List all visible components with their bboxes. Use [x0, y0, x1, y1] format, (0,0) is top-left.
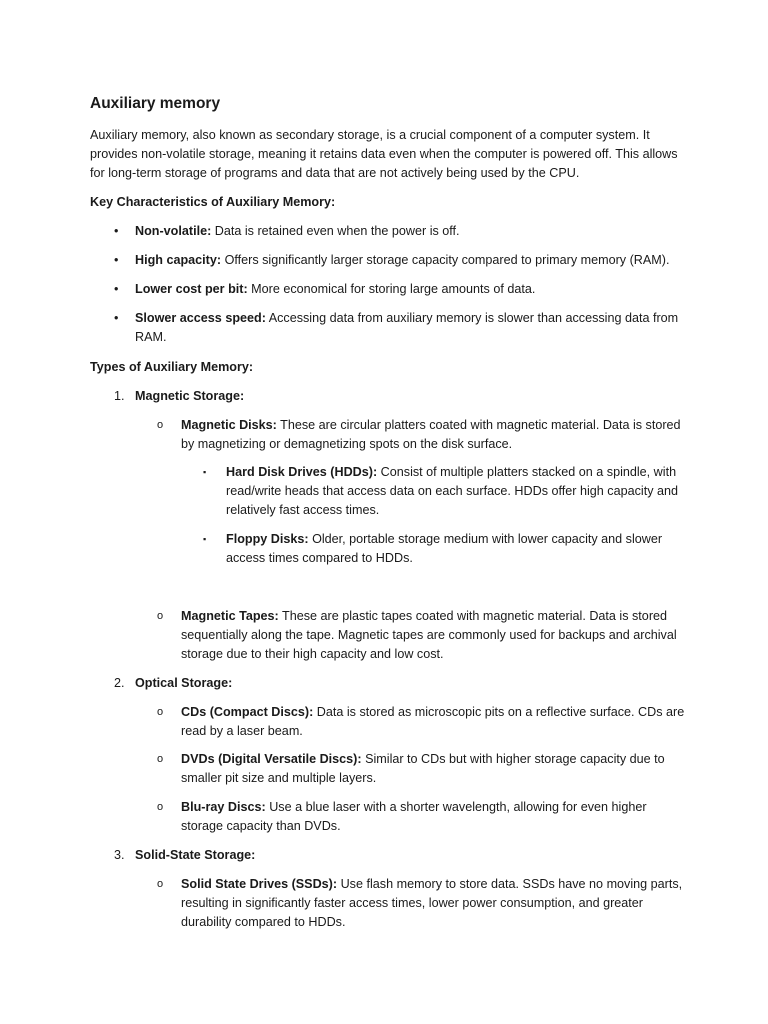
- key-characteristics-heading: Key Characteristics of Auxiliary Memory:: [90, 195, 336, 209]
- type-label: Magnetic Storage:: [135, 389, 245, 403]
- characteristic-desc: More economical for storing large amounts of data.: [247, 282, 536, 296]
- bullet-icon: •: [114, 253, 119, 267]
- circle-bullet-icon: o: [157, 419, 164, 431]
- characteristic-term: Lower cost per bit:: [135, 282, 248, 296]
- subsubtype-term: Floppy Disks:: [226, 532, 309, 546]
- types-heading: Types of Auxiliary Memory:: [90, 360, 254, 374]
- subtype-term: DVDs (Digital Versatile Discs):: [181, 752, 362, 766]
- list-number: 1.: [114, 389, 125, 403]
- subsubtype-desc: Older, portable storage medium with lower capacity and slower access times compared to HDDs.: [226, 532, 663, 565]
- characteristic-term: Non-volatile:: [135, 224, 212, 238]
- type-label: Solid-State Storage:: [135, 848, 256, 862]
- circle-bullet-icon: o: [157, 610, 164, 622]
- square-bullet-icon: ▪: [203, 467, 207, 477]
- subsubtype-desc: Consist of multiple platters stacked on a spindle, with read/write heads that access data on each surface. HDDs offer high capacity and relatively fast access times.: [226, 465, 678, 517]
- bullet-icon: •: [114, 311, 119, 325]
- circle-bullet-icon: o: [157, 878, 164, 890]
- subtype-desc: Use flash memory to store data. SSDs have no moving parts, resulting in significantly faster access times, lower power consumption, and greater durability compared to HDDs.: [181, 877, 683, 929]
- subtype-term: Magnetic Tapes:: [181, 609, 279, 623]
- subtype-desc: Use a blue laser with a shorter wavelength, allowing for even higher storage capacity than DVDs.: [181, 800, 647, 833]
- bullet-icon: •: [114, 224, 119, 238]
- document-title: Auxiliary memory: [90, 95, 221, 112]
- subtype-desc: Similar to CDs but with higher storage capacity due to smaller pit size and multiple layers.: [181, 752, 665, 785]
- subtype-term: Solid State Drives (SSDs):: [181, 877, 338, 891]
- characteristic-desc: Offers significantly larger storage capacity compared to primary memory (RAM).: [221, 253, 670, 267]
- bullet-icon: •: [114, 282, 119, 296]
- list-number: 3.: [114, 848, 125, 862]
- circle-bullet-icon: o: [157, 801, 164, 813]
- subtype-desc: These are plastic tapes coated with magnetic material. Data is stored sequentially along the tape. Magnetic tapes are commonly used for backups and archival storage due to their high capacity and low cost.: [181, 609, 677, 661]
- characteristic-term: High capacity:: [135, 253, 222, 267]
- subtype-term: CDs (Compact Discs):: [181, 705, 314, 719]
- subtype-term: Blu-ray Discs:: [181, 800, 266, 814]
- subtype-term: Magnetic Disks:: [181, 418, 277, 432]
- subsubtype-term: Hard Disk Drives (HDDs):: [226, 465, 378, 479]
- list-number: 2.: [114, 676, 125, 690]
- characteristic-desc: Data is retained even when the power is off.: [211, 224, 460, 238]
- circle-bullet-icon: o: [157, 753, 164, 765]
- type-label: Optical Storage:: [135, 676, 233, 690]
- subtype-desc: These are circular platters coated with magnetic material. Data is stored by magnetizing or demagnetizing spots on the disk surface.: [181, 418, 681, 451]
- intro-paragraph: Auxiliary memory, also known as secondary storage, is a crucial component of a computer system. It provides non-volatile storage, meaning it retains data even when the computer is powered off. This allows for long-term storage of programs and data that are not actively being used by the CPU.: [90, 128, 678, 180]
- subtype-desc: Data is stored as microscopic pits on a reflective surface. CDs are read by a laser beam.: [181, 705, 685, 738]
- circle-bullet-icon: o: [157, 706, 164, 718]
- characteristic-term: Slower access speed:: [135, 311, 266, 325]
- characteristic-desc: Accessing data from auxiliary memory is slower than accessing data from RAM.: [135, 311, 679, 344]
- square-bullet-icon: ▪: [203, 534, 207, 544]
